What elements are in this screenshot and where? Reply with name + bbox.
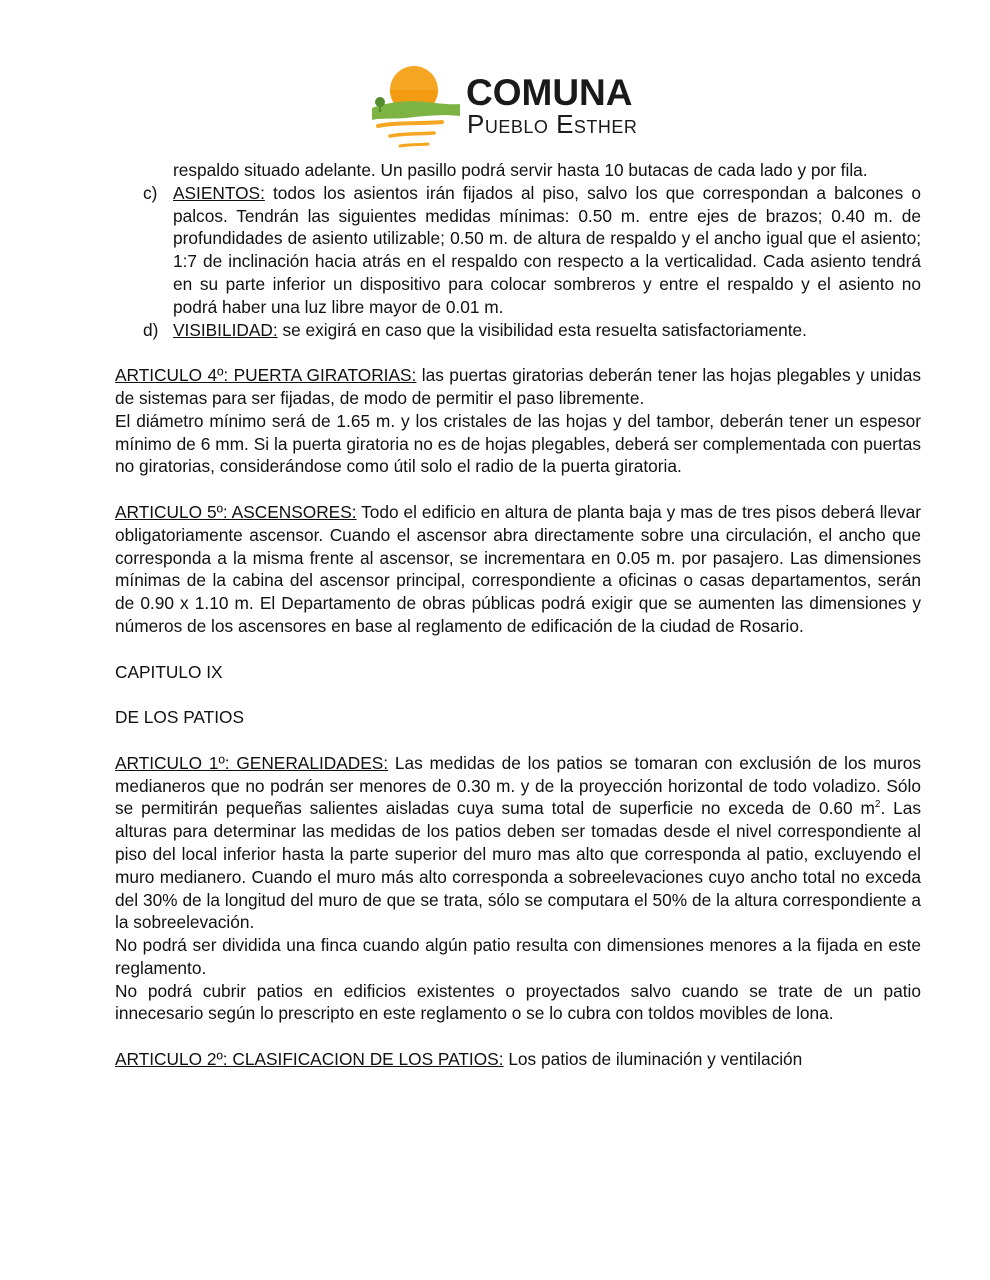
list-item-visibilidad <box>115 319 921 342</box>
chapter-title: DE LOS PATIOS <box>115 707 245 728</box>
item-text: se exigirá en caso que la visibilidad esta resuelta satisfactoriamente. <box>277 319 807 340</box>
item-heading: VISIBILIDAD: <box>173 319 278 340</box>
article-4-paragraph: ARTICULO 4º: PUERTA GIRATORIAS: las puertas giratorias deberán tener las hojas plegables y unidas de sistemas para ser fijadas, de modo de permitir el paso libremente. <box>115 365 921 408</box>
list-marker: c) <box>143 182 158 203</box>
sun-landscape-icon <box>368 62 464 154</box>
logo-title: COMUNA <box>466 72 633 113</box>
document-body <box>115 159 921 1071</box>
article-heading: ARTICULO 1º: GENERALIDADES: <box>115 752 389 773</box>
article-1-paragraph: ARTICULO 1º: GENERALIDADES: Las medidas de los patios se tomaran con exclusión de los muros medianeros que no podrán ser menores de 0.30 m. y de la proyección horizontal de todo voladizo. Sólo se permitirán pequeñas salientes aisladas cuya suma total de superficie no exceda de 0.60 $m^2$. Las alturas para determinar las medidas de los patios deben ser tomadas desde el nivel correspondiente al piso del local inferior hasta la parte superior del muro mas alto que corresponda al patio, excluyendo el muro medianero. Cuando el muro más alto corresponda a sobreelevaciones cuyo ancho total no exceda del 30% de la longitud del muro de que se trata, sólo se computara el 50% de la altura correspondiente a la sobreelevación. <box>115 752 921 933</box>
article-heading: ARTICULO 2º: CLASIFICACION DE LOS PATIOS: <box>115 1049 504 1070</box>
article-heading: ARTICULO 5º: ASCENSORES: <box>115 501 357 522</box>
item-text: todos los asientos irán fijados al piso, salvo los que correspondan a balcones o palcos. Tendrán las siguientes medidas mínimas: 0.50 m. entre ejes de brazos; 0.40 m. de profundidades de asiento utilizable; 0.50 m. de altura de respaldo y el ancho igual que el asiento; 1:7 de inclinación hacia atrás en el respaldo con respecto a la verticalidad. Cada asiento tendrá en su parte inferior un dispositivo para colocar sombreros y entre el respaldo y el asiento no podrá haber una luz libre mayor de 0.01 m. <box>173 182 921 317</box>
list-item-asientos <box>115 182 921 319</box>
item-heading: ASIENTOS: <box>173 182 265 203</box>
article-heading: ARTICULO 4º: PUERTA GIRATORIAS: <box>115 365 417 386</box>
chapter-number: CAPITULO IX <box>115 661 223 682</box>
article-2-paragraph: ARTICULO 2º: CLASIFICACION DE LOS PATIOS: Los patios de iluminación y ventilación <box>115 1049 803 1070</box>
article-1-paragraph-2: No podrá ser dividida una finca cuando algún patio resulta con dimensiones menores a la fijada en este reglamento. <box>115 935 921 978</box>
list-continuation: respaldo situado adelante. Un pasillo podrá servir hasta 10 butacas de cada lado y por fila. <box>173 160 868 180</box>
list-marker: d) <box>143 319 159 340</box>
logo-subtitle: Pueblo Esther <box>467 109 638 139</box>
comuna-logo <box>368 62 668 154</box>
article-4-paragraph-2: El diámetro mínimo será de 1.65 m. y los cristales de las hojas y del tambor, deberán tener un espesor mínimo de 6 mm. Si la puerta giratoria no es de hojas plegables, deberá ser complementada con puertas no giratorias, considerándose como útil solo el radio de la puerta giratoria. <box>115 410 921 477</box>
article-1-paragraph-3: No podrá cubrir patios en edificios existentes o proyectados salvo cuando se trate de un patio innecesario según lo prescripto en este reglamento o se lo cubra con toldos movibles de lona. <box>115 980 921 1024</box>
article-5-paragraph: ARTICULO 5º: ASCENSORES: Todo el edificio en altura de planta baja y mas de tres pisos deberá llevar obligatoriamente ascensor. Cuando el ascensor abra directamente sobre una circulación, el ancho que corresponda a la misma frente al ascensor, se incrementara en 0.05 m. por pasajero. Las dimensiones mínimas de la cabina del ascensor principal, correspondiente a oficinas o casas departamentos, serán de 0.90 x 1.10 m. El Departamento de obras públicas podrá exigir que se aumenten las dimensiones y números de los ascensores en base al reglamento de edificación de la ciudad de Rosario. <box>115 501 921 636</box>
